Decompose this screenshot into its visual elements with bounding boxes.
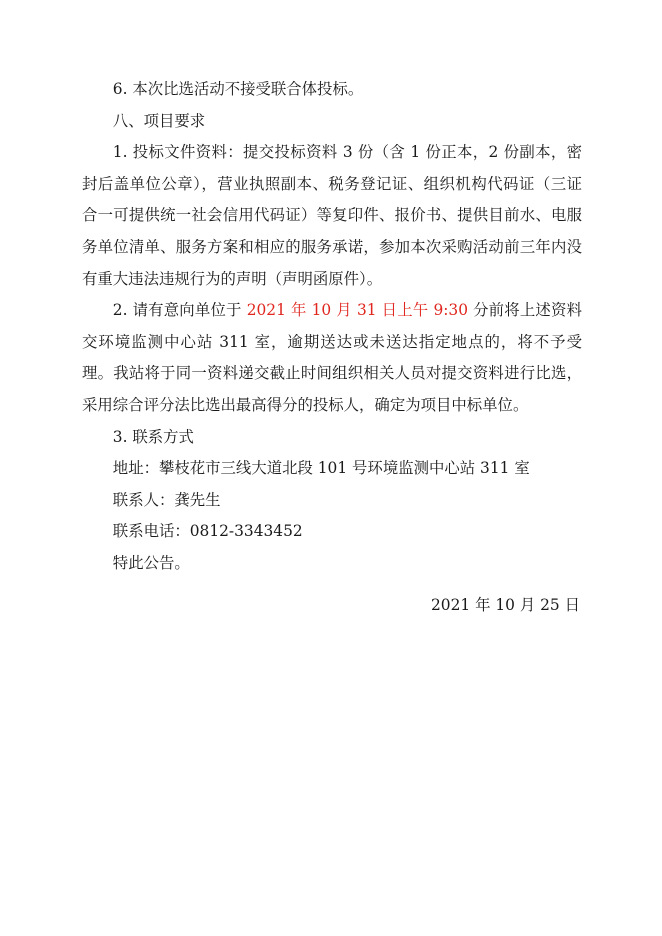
- document-body: [82, 74, 582, 580]
- requirement-2: [82, 295, 582, 421]
- requirement-3-heading: 3. 联系方式: [112, 427, 194, 446]
- requirement-2-prefix: 2. 请有意向单位于: [112, 301, 247, 320]
- item-6: 6. 本次比选活动不接受联合体投标。: [112, 80, 364, 98]
- section-8-heading: 八、项目要求: [112, 111, 206, 130]
- requirement-2-suffix: 分前将上述资料交环境监测中心站 311 室，逾期送达或未送达指定地点的，将不予受理。我站将于同一资料递交截止时间组织相关人员对提交资料进行比选，采用综合评分法比选出最高得分的投标人，确定为项目中标单位。: [82, 301, 582, 414]
- requirement-1: 1. 投标文件资料：提交投标资料 3 份（含 1 份正本，2 份副本，密封后盖单位公章），营业执照副本、税务登记证、组织机构代码证（三证合一可提供统一社会信用代码证）等复印件、报价书、提供目前水、电服务单位清单、服务方案和相应的服务承诺，参加本次采购活动前三年内没有重大违法违规行为的声明（声明函原件）。: [82, 143, 582, 288]
- document-date: 2021 年 10 月 25 日: [431, 596, 580, 614]
- closing-notice: 特此公告。: [112, 553, 190, 572]
- contact-person: 联系人：龚先生: [112, 490, 221, 509]
- contact-address: 地址：攀枝花市三线大道北段 101 号环境监测中心站 311 室: [112, 459, 530, 478]
- contact-phone: 联系电话：0812-3343452: [112, 522, 303, 541]
- submission-deadline: 2021 年 10 月 31 日上午 9:30: [246, 301, 469, 320]
